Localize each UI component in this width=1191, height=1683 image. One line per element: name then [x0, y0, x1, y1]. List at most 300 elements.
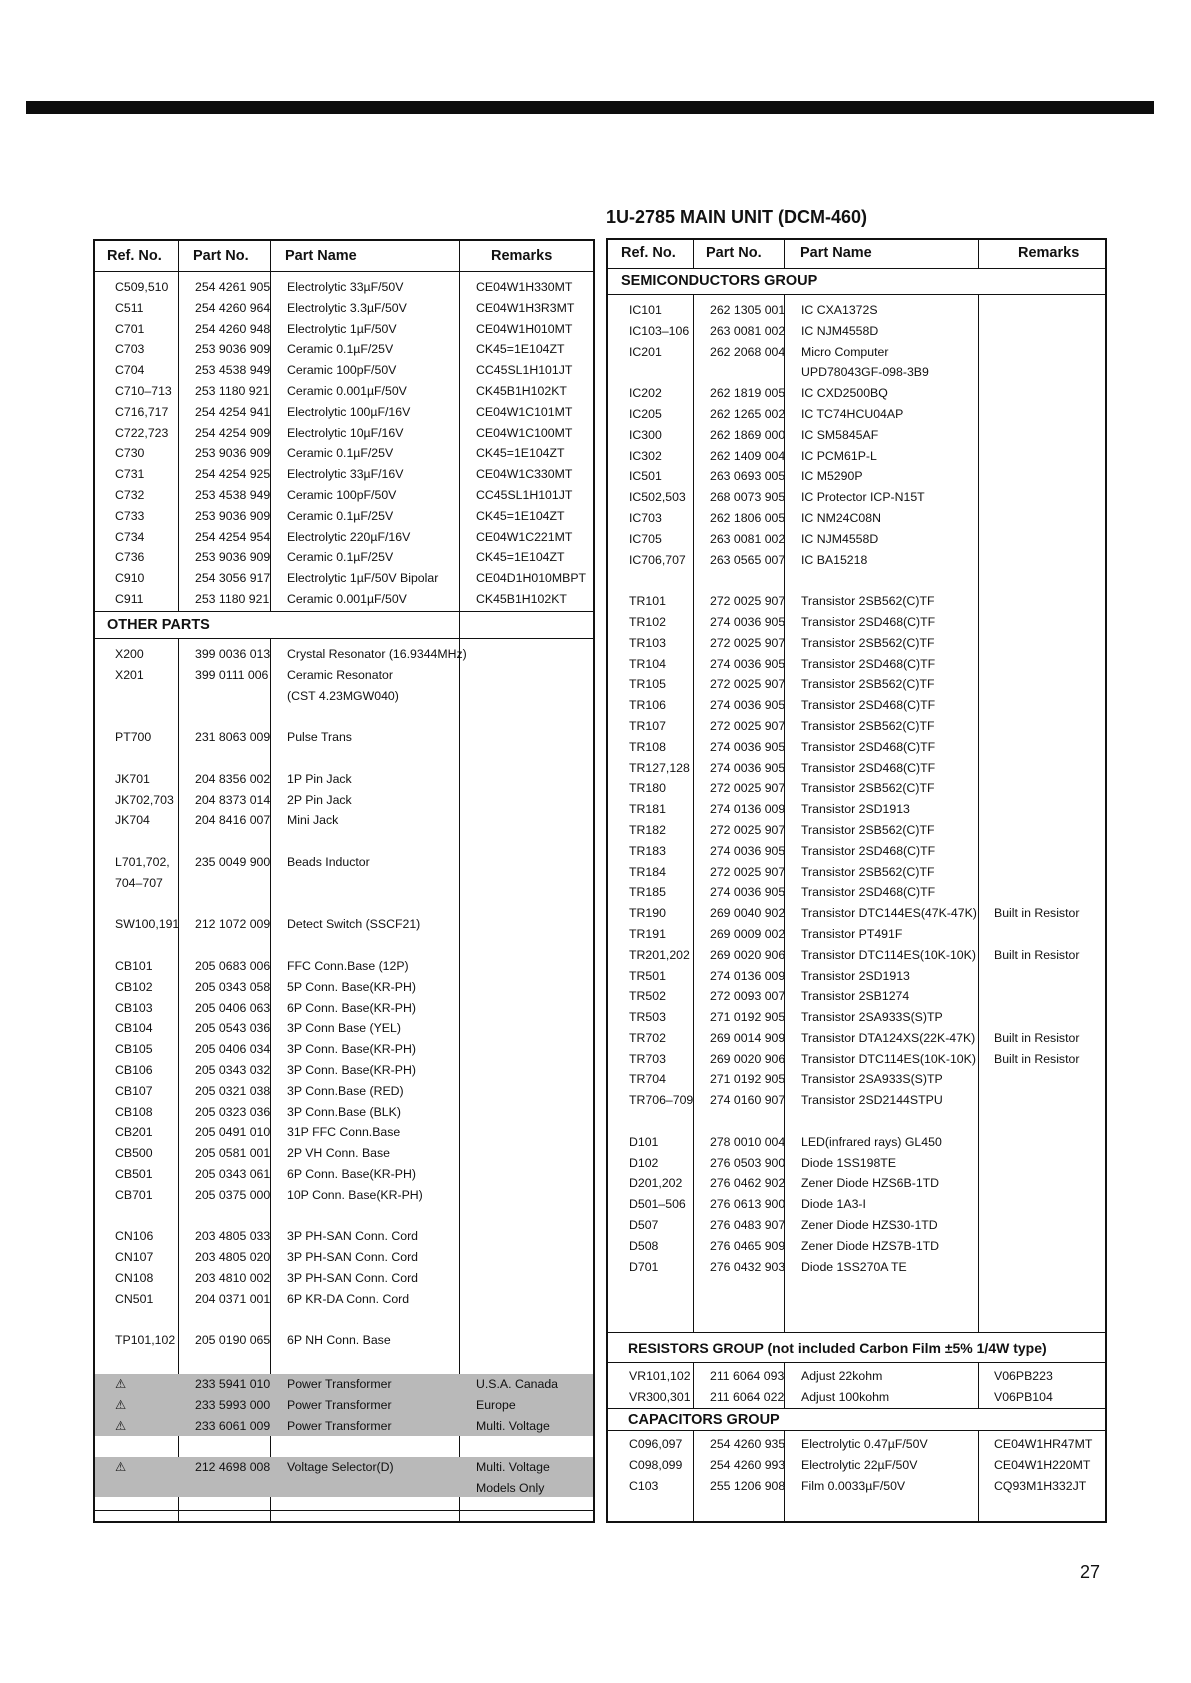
- ref-no-cell: IC202: [629, 386, 662, 401]
- part-no-cell: 205 0406 034: [195, 1042, 271, 1057]
- part-name-cell: 3P Conn.Base (BLK): [287, 1104, 401, 1119]
- ref-no-cell: TR182: [629, 822, 666, 837]
- table-row: [608, 508, 1105, 529]
- table-row: [608, 1090, 1105, 1111]
- ref-no-cell: TR105: [629, 677, 666, 692]
- ref-no-cell: CN108: [115, 1270, 154, 1285]
- table-row: [608, 945, 1105, 966]
- part-no-cell: 262 1265 002: [710, 406, 786, 421]
- remarks-cell: V06PB104: [994, 1389, 1053, 1404]
- safety-rows: [95, 1374, 593, 1499]
- part-name-cell: Electrolytic 100µF/16V: [287, 404, 411, 419]
- ref-no-cell: TR103: [629, 635, 666, 650]
- part-name-cell: Ceramic 100pF/50V: [287, 487, 397, 502]
- table-row: [608, 529, 1105, 550]
- table-row: [608, 1387, 1105, 1408]
- part-name-cell: Transistor 2SD468(C)TF: [801, 739, 936, 754]
- part-name-cell: Transistor 2SB1274: [801, 989, 910, 1004]
- part-name-cell: Transistor 2SB562(C)TF: [801, 781, 935, 796]
- ref-no-cell: CN501: [115, 1291, 154, 1306]
- ref-no-cell: IC201: [629, 344, 662, 359]
- table-row: [608, 716, 1105, 737]
- ref-no-cell: CB500: [115, 1146, 153, 1161]
- remarks-cell: CQ93M1H332JT: [994, 1478, 1087, 1493]
- ref-no-cell: SW100,191: [115, 917, 180, 932]
- part-no-cell: 205 0683 006: [195, 958, 271, 973]
- ref-no-cell: C722,723: [115, 425, 169, 440]
- ref-no-cell: TR191: [629, 926, 666, 941]
- table-row: [95, 1143, 593, 1164]
- part-no-cell: 274 0136 009: [710, 968, 786, 983]
- part-no-cell: 272 0025 907: [710, 822, 786, 837]
- ref-no-cell: C732: [115, 487, 145, 502]
- part-name-cell: Transistor 2SA933S(S)TP: [801, 1010, 943, 1025]
- part-name-cell: 3P Conn Base (YEL): [287, 1021, 401, 1036]
- header-ref-no: Ref. No.: [107, 248, 162, 264]
- ref-no-cell: JK702,703: [115, 792, 174, 807]
- table-row: [95, 319, 593, 340]
- capacitor-group-rows: [608, 1434, 1105, 1496]
- table-row: [95, 485, 593, 506]
- part-name-cell: Transistor 2SB562(C)TF: [801, 864, 935, 879]
- part-name-cell: Transistor 2SB562(C)TF: [801, 677, 935, 692]
- ref-no-cell: C103: [629, 1478, 659, 1493]
- table-row: [95, 1374, 593, 1395]
- part-no-cell: 276 0432 903: [710, 1259, 786, 1274]
- ref-no-cell: D501–506: [629, 1197, 686, 1212]
- ref-no-cell: X200: [115, 647, 144, 661]
- part-no-cell: 253 1180 921: [195, 383, 270, 398]
- remarks-cell: CC45SL1H101JT: [476, 487, 573, 502]
- part-no-cell: 254 4260 964: [195, 300, 271, 315]
- table-row: [95, 665, 593, 686]
- part-name-cell: IC TC74HCU04AP: [801, 406, 904, 421]
- part-name-cell: Film 0.0033µF/50V: [801, 1478, 906, 1493]
- part-name-cell: IC BA15218: [801, 552, 868, 567]
- table-row: [95, 1122, 593, 1143]
- remarks-cell: CE04W1H330MT: [476, 280, 573, 294]
- table-row: [608, 446, 1105, 467]
- capacitor-rows: [95, 277, 593, 610]
- ref-no-cell: IC101: [629, 303, 662, 317]
- part-name-cell: Transistor 2SD468(C)TF: [801, 614, 936, 629]
- ref-no-cell: CB107: [115, 1083, 153, 1098]
- part-no-cell: 274 0036 905: [710, 760, 786, 775]
- part-no-cell: 399 0036 013: [195, 647, 271, 661]
- part-no-cell: 253 4538 949: [195, 363, 271, 378]
- table-row: [95, 277, 593, 298]
- table-row: [608, 1476, 1105, 1497]
- ref-no-cell: D508: [629, 1238, 659, 1253]
- ref-no-cell: C710–713: [115, 383, 172, 398]
- part-no-cell: 399 0111 006: [195, 667, 269, 682]
- table-row: [608, 591, 1105, 612]
- part-name-cell: IC M5290P: [801, 469, 863, 484]
- remarks-cell: CE04W1C100MT: [476, 425, 573, 440]
- table-row: [608, 633, 1105, 654]
- part-no-cell: 276 0462 902: [710, 1176, 786, 1191]
- ref-no-cell: CB201: [115, 1125, 153, 1140]
- table-row: [95, 568, 593, 589]
- part-no-cell: 233 5941 010: [195, 1377, 271, 1391]
- header-ref-no: Ref. No.: [621, 245, 676, 261]
- part-name-cell: Ceramic 0.1µF/25V: [287, 508, 394, 523]
- remarks-cell: CK45B1H102KT: [476, 591, 567, 606]
- table-row: [608, 1111, 1105, 1132]
- table-row: [95, 381, 593, 402]
- part-no-cell: 254 4254 954: [195, 529, 271, 544]
- part-no-cell: 271 0192 905: [710, 1010, 786, 1025]
- ref-no-cell: CB701: [115, 1187, 153, 1202]
- ref-no-cell: CB106: [115, 1062, 153, 1077]
- remarks-cell: CE04W1C221MT: [476, 529, 573, 544]
- part-no-cell: 255 1206 908: [710, 1478, 786, 1493]
- table-row: [608, 342, 1105, 363]
- remarks-cell: CE04W1H3R3MT: [476, 300, 575, 315]
- part-name-cell: Electrolytic 3.3µF/50V: [287, 300, 407, 315]
- ref-no-cell: CB108: [115, 1104, 153, 1119]
- part-name-cell: Electrolytic 33µF/16V: [287, 467, 404, 482]
- table-row: [95, 547, 593, 568]
- ref-no-cell: VR101,102: [629, 1369, 691, 1383]
- ref-no-cell: CB103: [115, 1000, 153, 1015]
- part-name-cell: 3P PH-SAN Conn. Cord: [287, 1250, 418, 1265]
- part-name-cell: 3P PH-SAN Conn. Cord: [287, 1270, 418, 1285]
- ref-no-cell: 704–707: [115, 875, 163, 890]
- ref-no-cell: TR184: [629, 864, 666, 879]
- ref-no-cell: CB102: [115, 979, 153, 994]
- header-part-no: Part No.: [706, 245, 762, 261]
- ref-no-cell: TR501: [629, 968, 666, 983]
- ref-no-cell: CB101: [115, 958, 153, 973]
- part-name-cell: IC NJM4558D: [801, 323, 879, 338]
- part-no-cell: 269 0020 906: [710, 1051, 786, 1066]
- part-no-cell: 268 0073 905: [710, 490, 786, 505]
- part-no-cell: 274 0036 905: [710, 698, 786, 713]
- ref-no-cell: TP101,102: [115, 1333, 176, 1348]
- part-no-cell: 254 4254 909: [195, 425, 271, 440]
- remarks-cell: CK45=1E104ZT: [476, 508, 565, 523]
- part-name-cell: Transistor 2SD468(C)TF: [801, 656, 936, 671]
- part-name-cell: Diode 1SS198TE: [801, 1155, 897, 1170]
- ref-no-cell: TR183: [629, 843, 666, 858]
- table-row: [95, 935, 593, 956]
- ref-no-cell: L701,702,: [115, 854, 170, 869]
- table-row: [95, 464, 593, 485]
- part-no-cell: 272 0025 907: [710, 594, 786, 609]
- part-name-cell: LED(infrared rays) GL450: [801, 1134, 942, 1149]
- table-row: [95, 644, 593, 665]
- table-row: [608, 1194, 1105, 1215]
- part-no-cell: 274 0036 905: [710, 739, 786, 754]
- ref-no-cell: JK704: [115, 813, 150, 828]
- table-row: [95, 1060, 593, 1081]
- part-name-cell: Transistor DTC144ES(47K-47K): [801, 906, 977, 921]
- ref-no-cell: C716,717: [115, 404, 169, 419]
- header-part-name: Part Name: [285, 248, 357, 264]
- ref-no-cell: ⚠: [115, 1418, 127, 1433]
- part-name-cell: 3P PH-SAN Conn. Cord: [287, 1229, 418, 1244]
- table-row: [95, 706, 593, 727]
- part-name-cell: Transistor 2SD468(C)TF: [801, 760, 936, 775]
- table-row: [608, 1049, 1105, 1070]
- ref-no-cell: C703: [115, 342, 145, 357]
- table-row: [608, 487, 1105, 508]
- ref-no-cell: JK701: [115, 771, 150, 786]
- part-name-cell: FFC Conn.Base (12P): [287, 958, 409, 973]
- part-name-cell: 6P NH Conn. Base: [287, 1333, 391, 1348]
- table-row: [608, 1257, 1105, 1278]
- part-name-cell: Transistor 2SD1913: [801, 802, 910, 817]
- ref-no-cell: TR201,202: [629, 947, 690, 962]
- table-row: [95, 1416, 593, 1437]
- table-row: [608, 737, 1105, 758]
- table-row: [95, 1102, 593, 1123]
- part-name-cell: UPD78043GF-098-3B9: [801, 365, 929, 380]
- table-row: [608, 321, 1105, 342]
- table-row: [95, 1081, 593, 1102]
- part-no-cell: 272 0025 907: [710, 781, 786, 796]
- part-no-cell: 253 9036 909: [195, 508, 271, 523]
- table-row: [608, 695, 1105, 716]
- part-no-cell: 205 0543 036: [195, 1021, 271, 1036]
- part-name-cell: Transistor 2SD468(C)TF: [801, 885, 936, 900]
- part-name-cell: 5P Conn. Base(KR-PH): [287, 979, 416, 994]
- table-row: [95, 1330, 593, 1351]
- part-name-cell: IC PCM61P-L: [801, 448, 877, 463]
- part-no-cell: 205 0321 038: [195, 1083, 271, 1098]
- ref-no-cell: X201: [115, 667, 144, 682]
- ref-no-cell: TR703: [629, 1051, 666, 1066]
- part-no-cell: 271 0192 905: [710, 1072, 786, 1087]
- ref-no-cell: TR190: [629, 906, 666, 921]
- ref-no-cell: ⚠: [115, 1397, 127, 1412]
- remarks-cell: CE04W1H220MT: [994, 1457, 1091, 1472]
- part-name-cell: Mini Jack: [287, 813, 339, 828]
- part-no-cell: 253 9036 909: [195, 446, 271, 461]
- remarks-cell: Multi. Voltage: [476, 1418, 550, 1433]
- part-name-cell: 6P Conn. Base(KR-PH): [287, 1000, 416, 1015]
- table-row: [608, 383, 1105, 404]
- table-row: [608, 1153, 1105, 1174]
- part-name-cell: Adjust 22kohm: [801, 1369, 883, 1383]
- other-parts-rows: [95, 644, 593, 1351]
- ref-no-cell: TR127,128: [629, 760, 690, 775]
- remarks-cell: CK45=1E104ZT: [476, 446, 565, 461]
- table-row: [95, 1395, 593, 1416]
- part-name-cell: Electrolytic 220µF/16V: [287, 529, 411, 544]
- table-row: [95, 1247, 593, 1268]
- ref-no-cell: C733: [115, 508, 145, 523]
- table-row: [608, 654, 1105, 675]
- left-parts-table: [93, 239, 595, 1523]
- part-no-cell: 254 3056 917: [195, 571, 271, 586]
- part-no-cell: 204 8416 007: [195, 813, 271, 828]
- part-no-cell: 205 0406 063: [195, 1000, 271, 1015]
- remarks-cell: Multi. Voltage: [476, 1460, 550, 1475]
- table-row: [95, 1206, 593, 1227]
- table-row: [608, 570, 1105, 591]
- ref-no-cell: TR702: [629, 1030, 666, 1045]
- ref-no-cell: D507: [629, 1218, 659, 1233]
- table-row: [95, 831, 593, 852]
- part-name-cell: (CST 4.23MGW040): [287, 688, 399, 703]
- table-row: [608, 1455, 1105, 1476]
- part-name-cell: Electrolytic 1µF/50V Bipolar: [287, 571, 439, 586]
- part-no-cell: 276 0465 909: [710, 1238, 786, 1253]
- table-row: [95, 1289, 593, 1310]
- part-name-cell: Electrolytic 1µF/50V: [287, 321, 397, 336]
- ref-no-cell: CN106: [115, 1229, 154, 1244]
- part-name-cell: 10P Conn. Base(KR-PH): [287, 1187, 423, 1202]
- part-name-cell: Voltage Selector(D): [287, 1460, 394, 1475]
- part-name-cell: Transistor 2SB562(C)TF: [801, 594, 935, 609]
- part-name-cell: Ceramic 100pF/50V: [287, 363, 397, 378]
- table-row: [95, 1478, 593, 1499]
- resistors-group-title: RESISTORS GROUP (not included Carbon Film ±5% 1/4W type): [628, 1340, 1047, 1356]
- part-no-cell: 276 0613 900: [710, 1197, 786, 1212]
- ref-no-cell: TR104: [629, 656, 666, 671]
- table-row: [608, 550, 1105, 571]
- table-row: [608, 986, 1105, 1007]
- part-no-cell: 212 1072 009: [195, 917, 271, 932]
- part-no-cell: 203 4805 033: [195, 1229, 271, 1244]
- part-no-cell: 254 4254 941: [195, 404, 271, 419]
- table-row: [95, 977, 593, 998]
- part-name-cell: Diode 1SS270A TE: [801, 1259, 907, 1274]
- table-row: [95, 998, 593, 1019]
- ref-no-cell: C731: [115, 467, 145, 482]
- part-no-cell: 272 0025 907: [710, 864, 786, 879]
- ref-no-cell: C704: [115, 363, 145, 378]
- part-name-cell: Crystal Resonator (16.9344MHz): [287, 647, 467, 661]
- table-row: [608, 404, 1105, 425]
- ref-no-cell: C511: [115, 300, 144, 315]
- ref-no-cell: TR107: [629, 718, 666, 733]
- ref-no-cell: C736: [115, 550, 145, 565]
- ref-no-cell: C730: [115, 446, 145, 461]
- part-name-cell: Zener Diode HZS7B-1TD: [801, 1238, 940, 1253]
- part-name-cell: 3P Conn. Base(KR-PH): [287, 1062, 416, 1077]
- ref-no-cell: IC300: [629, 427, 662, 442]
- part-no-cell: 269 0009 002: [710, 926, 786, 941]
- part-no-cell: 274 0036 905: [710, 843, 786, 858]
- ref-no-cell: TR106: [629, 698, 666, 713]
- part-no-cell: 204 0371 001: [195, 1291, 271, 1306]
- part-name-cell: Transistor DTC114ES(10K-10K): [801, 1051, 976, 1066]
- part-no-cell: 262 1806 005: [710, 510, 786, 525]
- part-name-cell: Transistor DTA124XS(22K-47K): [801, 1030, 976, 1045]
- remarks-cell: CE04W1H010MT: [476, 321, 573, 336]
- part-name-cell: Ceramic Resonator: [287, 667, 393, 682]
- part-name-cell: IC CXD2500BQ: [801, 386, 888, 401]
- table-row: [608, 1236, 1105, 1257]
- table-row: [95, 1226, 593, 1247]
- table-row: [608, 924, 1105, 945]
- part-name-cell: Zener Diode HZS6B-1TD: [801, 1176, 940, 1191]
- ref-no-cell: CB501: [115, 1166, 153, 1181]
- part-no-cell: 272 0025 907: [710, 677, 786, 692]
- remarks-cell: Built in Resistor: [994, 947, 1080, 962]
- part-no-cell: 205 0343 032: [195, 1062, 271, 1077]
- part-no-cell: 274 0036 905: [710, 614, 786, 629]
- part-name-cell: Power Transformer: [287, 1377, 392, 1391]
- part-no-cell: 272 0093 007: [710, 989, 786, 1004]
- header-part-name: Part Name: [800, 245, 872, 261]
- table-row: [95, 423, 593, 444]
- ref-no-cell: ⚠: [115, 1460, 127, 1475]
- ref-no-cell: TR185: [629, 885, 666, 900]
- remarks-cell: Built in Resistor: [994, 906, 1080, 921]
- remarks-cell: Models Only: [476, 1480, 545, 1495]
- table-row: [95, 1268, 593, 1289]
- header-remarks: Remarks: [1018, 245, 1080, 261]
- part-name-cell: Electrolytic 0.47µF/50V: [801, 1437, 928, 1451]
- table-row: [95, 1310, 593, 1331]
- part-no-cell: 278 0010 004: [710, 1134, 786, 1149]
- part-no-cell: 205 0581 001: [195, 1146, 271, 1161]
- part-no-cell: 204 8373 014: [195, 792, 271, 807]
- ref-no-cell: IC103–106: [629, 323, 690, 338]
- table-row: [95, 727, 593, 748]
- resistor-rows: [608, 1366, 1105, 1408]
- semiconductors-group-title: SEMICONDUCTORS GROUP: [621, 273, 818, 289]
- table-row: [95, 852, 593, 873]
- part-name-cell: Beads Inductor: [287, 854, 370, 869]
- part-name-cell: Transistor 2SA933S(S)TP: [801, 1072, 943, 1087]
- ref-no-cell: ⚠: [115, 1377, 127, 1391]
- part-no-cell: 274 0036 905: [710, 885, 786, 900]
- part-no-cell: 203 4810 002: [195, 1270, 271, 1285]
- ref-no-cell: TR108: [629, 739, 666, 754]
- part-no-cell: 253 9036 909: [195, 342, 271, 357]
- other-parts-title: OTHER PARTS: [107, 617, 210, 633]
- remarks-cell: CK45B1H102KT: [476, 383, 567, 398]
- part-no-cell: 205 0190 065: [195, 1333, 271, 1348]
- part-no-cell: 276 0503 900: [710, 1155, 786, 1170]
- part-no-cell: 263 0081 002: [710, 531, 786, 546]
- ref-no-cell: C911: [115, 591, 144, 606]
- part-no-cell: 262 1819 005: [710, 386, 786, 401]
- table-row: [95, 298, 593, 319]
- ref-no-cell: TR102: [629, 614, 666, 629]
- part-name-cell: Power Transformer: [287, 1397, 392, 1412]
- table-row: [608, 820, 1105, 841]
- part-no-cell: 205 0343 058: [195, 979, 271, 994]
- ref-no-cell: TR503: [629, 1010, 666, 1025]
- part-no-cell: 263 0565 007: [710, 552, 786, 567]
- part-no-cell: 253 1180 921: [195, 591, 270, 606]
- table-row: [608, 674, 1105, 695]
- table-row: [95, 402, 593, 423]
- part-no-cell: 274 0036 905: [710, 656, 786, 671]
- table-row: [608, 1366, 1105, 1387]
- table-row: [608, 1132, 1105, 1153]
- remarks-cell: CE04W1C330MT: [476, 467, 573, 482]
- ref-no-cell: CB104: [115, 1021, 153, 1036]
- part-name-cell: IC SM5845AF: [801, 427, 879, 442]
- part-name-cell: Transistor 2SB562(C)TF: [801, 718, 935, 733]
- page-number: 27: [1080, 1562, 1101, 1582]
- ref-no-cell: D102: [629, 1155, 659, 1170]
- part-name-cell: Transistor 2SD1913: [801, 968, 910, 983]
- table-row: [608, 612, 1105, 633]
- header-remarks: Remarks: [491, 248, 553, 264]
- part-no-cell: 274 0160 907: [710, 1093, 786, 1108]
- table-row: [95, 360, 593, 381]
- part-name-cell: Transistor 2SB562(C)TF: [801, 635, 935, 650]
- table-row: [608, 758, 1105, 779]
